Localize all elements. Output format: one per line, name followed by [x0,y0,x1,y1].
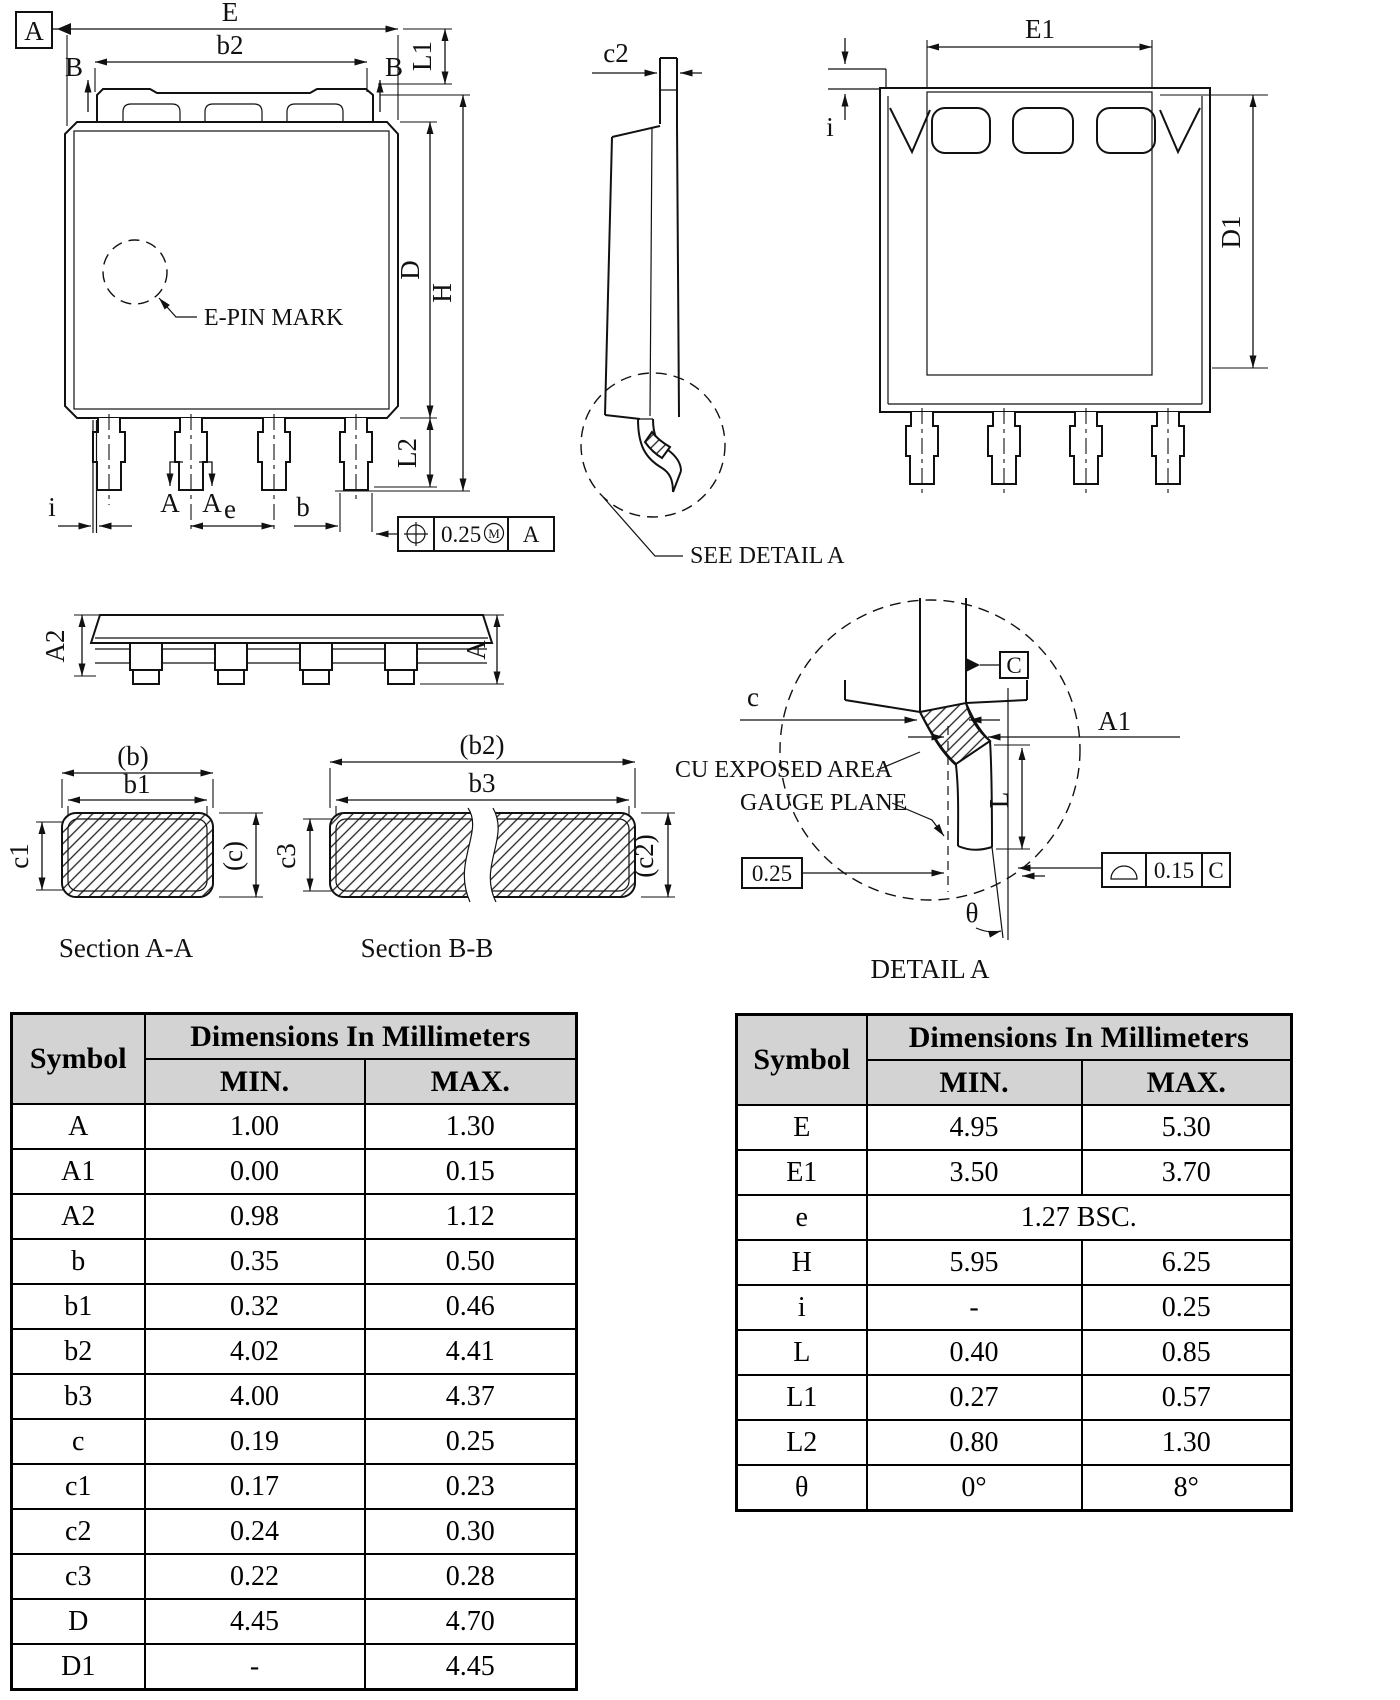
table-row [12,1104,577,1149]
dim-b-paren-label: (b) [117,741,149,771]
profile-fcf [1018,853,1230,887]
cell-symbol: c [12,1419,145,1464]
cell-symbol: e [737,1195,867,1240]
cell-max: 4.41 [365,1329,577,1374]
theta-label: θ [965,898,979,928]
cell-max: 0.25 [365,1419,577,1464]
dim-i-back-label: i [826,112,834,142]
cell-max: 0.23 [365,1464,577,1509]
cell-max: 8° [1082,1465,1292,1511]
cell-min: 5.95 [867,1240,1082,1285]
cell-max: 0.28 [365,1554,577,1599]
cell-symbol: A1 [12,1149,145,1194]
cell-symbol: L1 [737,1375,867,1420]
table-row [737,1240,1292,1285]
bottom-profile-view [40,615,504,684]
dim-L2-label: L2 [392,438,422,468]
datum-c-label: C [1006,653,1022,678]
dim-L1-label: L1 [407,41,437,71]
cell-max: 1.30 [365,1104,577,1149]
cell-symbol: b3 [12,1374,145,1419]
dim-L-label: L [984,791,1014,809]
cell-symbol: D1 [12,1644,145,1690]
table-row [737,1285,1292,1330]
dim-b2-label: b2 [216,30,244,60]
cell-symbol: E1 [737,1150,867,1195]
dim-A1-label: A1 [1098,706,1131,736]
table-row [12,1329,577,1374]
detail-a [675,598,1230,984]
section-aa-title: Section A-A [58,933,194,963]
table-row [12,1239,577,1284]
pin-mark-label: E-PIN MARK [204,305,344,331]
dim-c2-paren-label: (c2) [629,834,659,878]
cell-symbol: A2 [12,1194,145,1239]
table-row [12,1509,577,1554]
table-row [737,1420,1292,1465]
fcf-datum: A [522,522,540,547]
package-body [65,122,398,418]
cell-min: 4.95 [867,1105,1082,1150]
dim-A2-label: A2 [40,629,70,663]
table-row [12,1149,577,1194]
cell-symbol: c1 [12,1464,145,1509]
section-aa-cut [62,813,213,897]
dim-i-label: i [48,492,56,522]
max-header: MAX. [365,1059,577,1104]
datum-c-arrow-icon [966,658,980,672]
table-row [12,1644,577,1690]
cell-min: 0.24 [145,1509,365,1554]
cell-max: 4.37 [365,1374,577,1419]
max-header: MAX. [1082,1060,1292,1105]
dim-D-label: D [395,260,425,280]
basic-dim-label: 0.25 [751,861,793,886]
cell-min: 0.32 [145,1284,365,1329]
table-row [737,1465,1292,1511]
surface-profile-icon [1111,866,1137,879]
cu-exposed-hatch [645,432,670,458]
section-a-right-label: A [202,488,222,518]
table-row [737,1330,1292,1375]
symbol-header: Symbol [737,1015,867,1106]
fcf-value: 0.25 [441,522,482,547]
gauge-plane-label: GAUGE PLANE [740,790,908,816]
dims-header: Dimensions In Millimeters [867,1015,1292,1061]
cell-min: 4.00 [145,1374,365,1419]
table-row [12,1374,577,1419]
table-row [737,1375,1292,1420]
cell-max: 0.25 [1082,1285,1292,1330]
min-header: MIN. [867,1060,1082,1105]
section-b-left-label: B [64,52,83,82]
section-a-left-label: A [160,488,180,518]
detail-a-boundary [780,600,1080,900]
dim-c2-label: c2 [603,38,629,68]
cell-symbol: b2 [12,1329,145,1374]
cell-symbol: A [12,1104,145,1149]
cell-max: 4.45 [365,1644,577,1690]
cell-min: 0.27 [867,1375,1082,1420]
cell-symbol: L2 [737,1420,867,1465]
cell-max: 0.30 [365,1509,577,1554]
table-row [12,1419,577,1464]
table-row [737,1150,1292,1195]
cell-min: - [867,1285,1082,1330]
exposed-pad [927,92,1152,375]
profile-value: 0.15 [1153,858,1195,883]
cell-min: 0.35 [145,1239,365,1284]
cell-symbol: c3 [12,1554,145,1599]
cell-symbol: E [737,1105,867,1150]
profile-datum: C [1208,858,1224,883]
dim-b2-paren-label: (b2) [459,730,505,760]
dimensions-table-right [735,1013,1293,1512]
symbol-header: Symbol [12,1014,145,1105]
dim-c-label: c [747,682,759,712]
cell-max: 1.12 [365,1194,577,1239]
section-aa [4,741,263,963]
cell-min: 0.00 [145,1149,365,1194]
table-row [12,1464,577,1509]
back-view [826,14,1268,496]
dim-e-label: e [224,494,236,524]
dim-E-label: E [221,0,239,27]
cell-min: 0.40 [867,1330,1082,1375]
cell-symbol: c2 [12,1509,145,1554]
dim-c-paren-label: (c) [218,841,248,871]
cell-symbol: b1 [12,1284,145,1329]
min-header: MIN. [145,1059,365,1104]
cell-symbol: θ [737,1465,867,1511]
section-b-right-label: B [385,52,404,82]
dim-c3-label: c3 [271,843,301,869]
dim-H-label: H [427,283,457,303]
see-detail-a-label: SEE DETAIL A [690,543,845,569]
table-row [737,1195,1292,1240]
cell-max: 0.50 [365,1239,577,1284]
cell-min: 0.17 [145,1464,365,1509]
front-view [16,0,554,551]
cell-max: 0.85 [1082,1330,1292,1375]
dim-A-label: A [461,640,491,660]
dim-b3-label: b3 [468,768,496,798]
dims-header: Dimensions In Millimeters [145,1014,577,1060]
cell-merged: 1.27 BSC. [867,1195,1292,1240]
table-row [12,1554,577,1599]
cell-symbol: H [737,1240,867,1285]
dimensions-table-left [10,1012,578,1691]
cell-max: 0.57 [1082,1375,1292,1420]
dim-b-label: b [296,492,310,522]
cell-symbol: b [12,1239,145,1284]
cell-min: - [145,1644,365,1690]
cell-min: 3.50 [867,1150,1082,1195]
table-row [12,1284,577,1329]
table-row [12,1194,577,1239]
cell-symbol: i [737,1285,867,1330]
cu-exposed-area-label: CU EXPOSED AREA [675,757,893,783]
cell-symbol: L [737,1330,867,1375]
section-bb-title: Section B-B [360,933,494,963]
dim-b1-label: b1 [123,769,151,799]
tab-outline [97,89,373,122]
cell-max: 0.46 [365,1284,577,1329]
cell-symbol: D [12,1599,145,1644]
detail-a-title: DETAIL A [870,954,990,984]
position-symbol-icon [404,522,428,546]
position-fcf [376,517,554,551]
cell-min: 0.80 [867,1420,1082,1465]
section-bb [271,730,675,963]
cell-max: 0.15 [365,1149,577,1194]
cell-max: 5.30 [1082,1105,1292,1150]
cell-min: 0° [867,1465,1082,1511]
datum-a-label: A [24,16,44,46]
cell-min: 1.00 [145,1104,365,1149]
back-leads [906,408,1184,496]
fcf-mmc-icon: M [488,526,500,541]
cell-max: 6.25 [1082,1240,1292,1285]
table-row [737,1105,1292,1150]
cell-max: 1.30 [1082,1420,1292,1465]
cell-max: 4.70 [365,1599,577,1644]
table-row [12,1599,577,1644]
cell-min: 4.02 [145,1329,365,1374]
cell-min: 4.45 [145,1599,365,1644]
back-body [880,88,1210,412]
dim-D1-label: D1 [1216,215,1246,249]
cell-min: 0.19 [145,1419,365,1464]
side-view [581,38,845,569]
cell-min: 0.22 [145,1554,365,1599]
cell-max: 3.70 [1082,1150,1292,1195]
cell-min: 0.98 [145,1194,365,1239]
dim-E1-label: E1 [1025,14,1055,44]
dim-c1-label: c1 [4,843,34,869]
